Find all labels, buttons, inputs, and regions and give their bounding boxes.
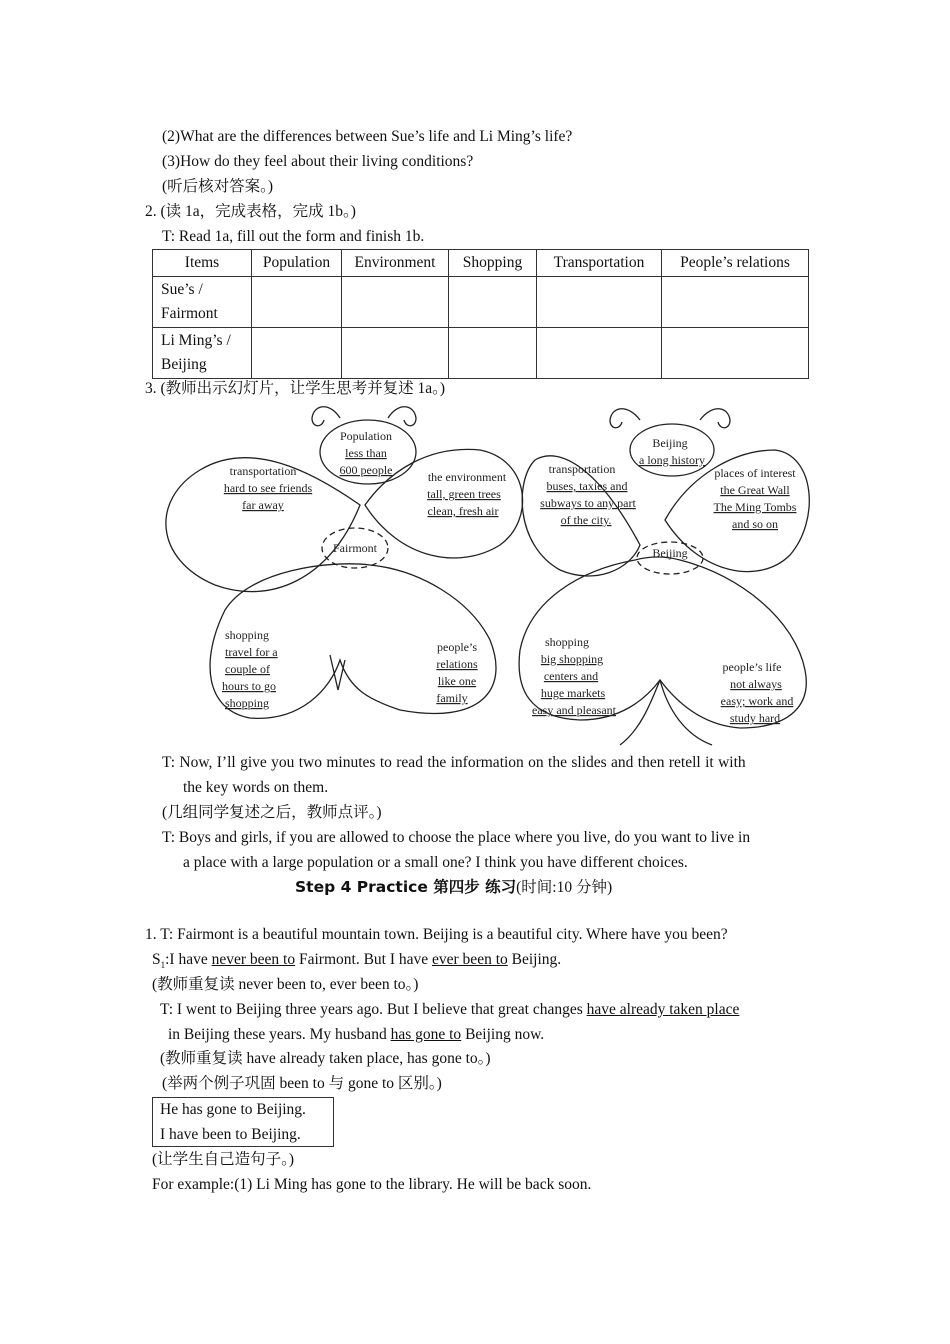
- teacher-line-1: T: I went to Beijing three years ago. But I believe that great changes have already taken place: [160, 1001, 740, 1018]
- examples-note: (举两个例子巩固 been to 与 gone to 区别。): [162, 1075, 442, 1092]
- repeat-note-1: (教师重复读 never been to, ever been to。): [152, 976, 419, 993]
- question-3: (3)How do they feel about their living conditions?: [162, 153, 474, 170]
- shopping-detail: shopping: [225, 696, 270, 710]
- places-detail: and so on: [732, 517, 778, 531]
- transportation-detail-beijing: of the city.: [560, 513, 612, 527]
- shopping-title: shopping: [225, 628, 270, 642]
- question-2: (2)What are the differences between Sue’s life and Li Ming’s life?: [162, 128, 573, 145]
- example-sentence: For example:(1) Li Ming has gone to the library. He will be back soon.: [152, 1176, 592, 1193]
- row-label: Sue’s / Fairmont: [153, 277, 252, 328]
- shopping-detail: couple of: [225, 662, 270, 676]
- transportation-detail-beijing: subways to any part: [540, 496, 636, 510]
- life-detail: not always: [730, 677, 782, 691]
- shopping-detail-beijing: big shopping: [540, 652, 604, 666]
- history-title: Beijing: [652, 436, 688, 450]
- practice-question: 1. T: Fairmont is a beautiful mountain town. Beijing is a beautiful city. Where have you been?: [145, 926, 728, 943]
- step-2-label: 2. (读 1a，完成表格，完成 1b。): [145, 203, 356, 220]
- box-sentence-2: I have been to Beijing.: [160, 1126, 301, 1143]
- life-detail: easy; work and: [720, 694, 794, 708]
- places-title: places of interest: [714, 466, 796, 480]
- transportation-detail-beijing: buses, taxies and: [546, 479, 628, 493]
- transportation-detail: hard to see friends: [223, 481, 313, 495]
- repeat-note-2: (教师重复读 have already taken place, has gone to。): [160, 1050, 491, 1067]
- shopping-detail-beijing: huge markets: [540, 686, 606, 700]
- relations-title: people’s: [437, 640, 477, 654]
- choice-question-2: a place with a large population or a small one? I think you have different choices.: [183, 854, 688, 871]
- relations-detail: like one: [437, 674, 477, 688]
- population-title: Population: [339, 429, 393, 443]
- check-answers-note: (听后核对答案。): [162, 178, 274, 195]
- life-detail: study hard: [729, 711, 781, 725]
- history-detail: a long history: [639, 453, 705, 467]
- step-4-heading: Step 4 Practice 第四步 练习(时间:10 分钟): [295, 878, 613, 896]
- beijing-center-label: Beijing: [652, 546, 688, 560]
- shopping-detail-beijing: centers and: [543, 669, 599, 683]
- environment-detail: tall, green trees: [427, 487, 501, 501]
- header-items: Items: [153, 250, 252, 277]
- student-answer: $S_1:I$ have never been to Fairmont. But I have ever been to Beijing.: [152, 951, 562, 971]
- shopping-detail: travel for a: [225, 645, 278, 659]
- header-peoples-relations: People’s relations: [662, 250, 809, 277]
- transportation-detail: far away: [242, 498, 284, 512]
- retell-instruction-2: the key words on them.: [183, 779, 329, 796]
- environment-detail: clean, fresh air: [427, 504, 499, 518]
- header-shopping: Shopping: [449, 250, 537, 277]
- header-environment: Environment: [342, 250, 449, 277]
- population-detail: 600 people: [339, 463, 393, 477]
- shopping-title-beijing: shopping: [544, 635, 590, 649]
- shopping-detail: hours to go: [222, 679, 276, 693]
- teacher-comment-note: (几组同学复述之后，教师点评。): [162, 804, 382, 821]
- fairmont-center-label: Fairmont: [333, 541, 377, 555]
- environment-title: the environment: [427, 470, 507, 484]
- transportation-title: transportation: [229, 464, 297, 478]
- transportation-title-beijing: transportation: [548, 462, 616, 476]
- teacher-line-2: in Beijing these years. My husband has gone to Beijing now.: [168, 1026, 545, 1043]
- header-population: Population: [252, 250, 342, 277]
- retell-instruction-1: T: Now, I’ll give you two minutes to read the information on the slides and then retell it with: [162, 754, 746, 771]
- step-2-teacher-line: T: Read 1a, fill out the form and finish 1b.: [162, 228, 425, 245]
- relations-detail: family: [436, 691, 468, 705]
- life-title: people’s life: [722, 660, 782, 674]
- relations-detail: relations: [436, 657, 478, 671]
- places-detail: the Great Wall: [720, 483, 790, 497]
- header-transportation: Transportation: [537, 250, 662, 277]
- own-sentence-note: (让学生自己造句子。): [152, 1151, 295, 1168]
- choice-question-1: T: Boys and girls, if you are allowed to choose the place where you live, do you want to live in: [162, 829, 751, 846]
- places-detail: The Ming Tombs: [713, 500, 797, 514]
- population-detail: less than: [345, 446, 387, 460]
- step-3-label: 3. (教师出示幻灯片，让学生思考并复述 1a。): [145, 380, 446, 397]
- shopping-detail-beijing: easy and pleasant: [532, 703, 616, 717]
- row-label: Li Ming’s / Beijing: [153, 328, 252, 379]
- box-sentence-1: He has gone to Beijing.: [160, 1101, 306, 1118]
